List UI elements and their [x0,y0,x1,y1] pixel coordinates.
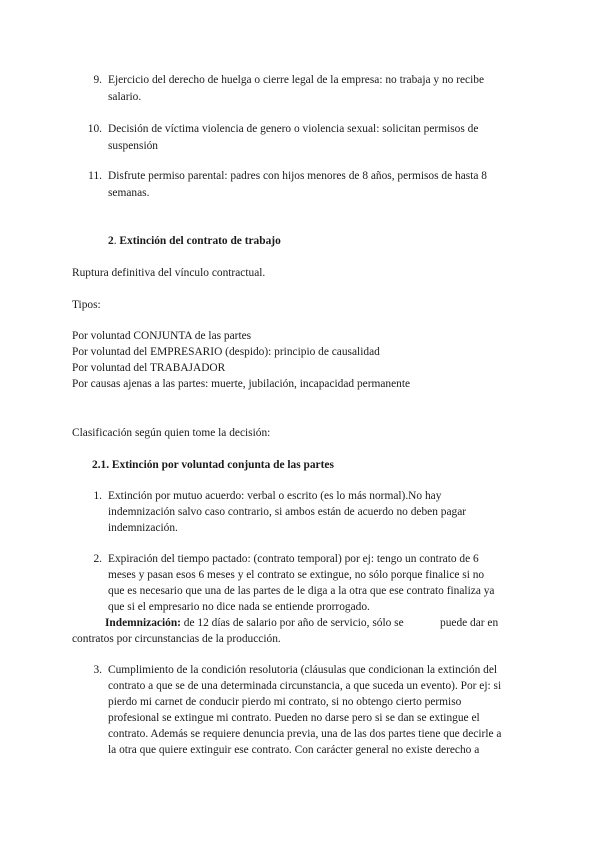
section-title: Extinción del contrato de trabajo [119,235,281,247]
list-item-line: semanas. [108,187,150,199]
type-line: Por voluntad del TRABAJADOR [72,362,226,374]
list-item-line: que es necesario que una de las partes de le diga a la otra que ese contrato finaliza ya [108,585,495,597]
list-item-line: Ejercicio del derecho de huelga o cierre legal de la empresa: no trabaja y no recibe [108,74,485,86]
list-item-line: Disfrute permiso parental: padres con hijos menores de 8 años, permisos de hasta 8 [108,170,487,182]
list-item-line: indemnización salvo caso contrario, si ambos están de acuerdo no deben pagar [108,506,467,518]
type-line: Por voluntad del EMPRESARIO (despido): principio de causalidad [72,346,380,358]
subsection-heading: 2.1. Extinción por voluntad conjunta de las partes [92,459,334,471]
section-separator: . [113,235,117,247]
indemnizacion-line [105,615,404,631]
list-item-line: meses y pasan esos 6 meses y el contrato se extingue, no sólo porque finalice si no [108,569,485,581]
list-item-line: indemnización. [108,522,178,534]
list-number: 9. [93,74,102,86]
list-item-line: profesional se extingue mi contrato. Pueden no darse pero si se dan se extingue el [108,712,480,724]
indemnizacion-text: de 12 días de salario por año de servicio, sólo se [180,617,404,629]
list-item-line: Expiración del tiempo pactado: (contrato temporal) por ej: tengo un contrato de 6 [108,553,479,565]
section-number: 2 [108,235,114,247]
type-line: Por causas ajenas a las partes: muerte, jubilación, incapacidad permanente [72,378,411,390]
list-item-line: pierdo mi carnet de conducir pierdo mi contrato, si no obtengo cierto permiso [108,696,462,708]
list-item-line: contrato. Además se requiere denuncia previa, una de las dos partes tiene que decirle a [108,728,502,740]
list-item-line: Cumplimiento de la condición resolutoria (cláusulas que condicionan la extinción del [108,664,498,676]
type-line: Por voluntad CONJUNTA de las partes [72,330,252,342]
types-label: Tipos: [72,299,101,311]
indemnizacion-label: Indemnización: [105,617,181,629]
list-number: 10. [87,123,102,135]
list-item-line: la otra que quiere extinguir ese contrato. Con carácter general no existe derecho a [108,744,480,756]
list-number: 1. [93,490,102,502]
list-item-line: suspensión [108,140,158,152]
list-number: 11. [88,170,102,182]
section-heading [108,233,281,249]
list-number: 3. [93,664,102,676]
indemnizacion-text-end: puede dar en [440,617,499,629]
list-number: 2. [93,553,102,565]
indemnizacion-line-2: contratos por circunstancias de la producción. [72,633,281,645]
list-item-line: contrato a que se de una determinada circunstancia, a que suceda un evento). Por ej: si [108,680,502,692]
list-item-line: Decisión de víctima violencia de genero o violencia sexual: solicitan permisos de [108,123,479,135]
classification-text: Clasificación según quien tome la decisión: [72,427,271,439]
list-item-line: salario. [108,91,142,103]
definition-text: Ruptura definitiva del vínculo contractual. [72,267,266,279]
list-item-line: Extinción por mutuo acuerdo: verbal o escrito (es lo más normal).No hay [108,490,442,502]
list-item-line: que si el empresario no dice nada se entiende prorrogado. [108,601,370,613]
